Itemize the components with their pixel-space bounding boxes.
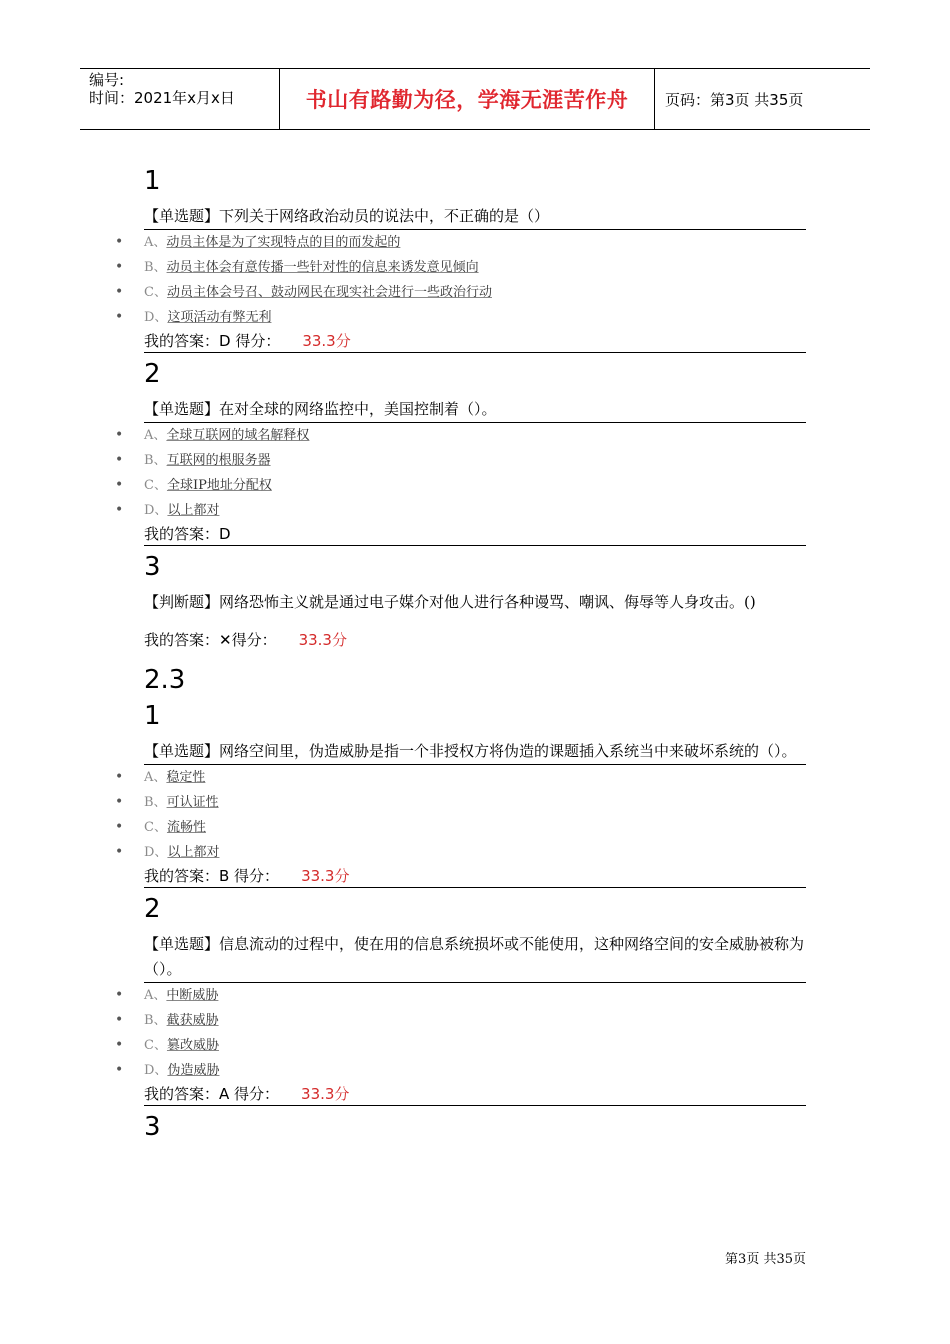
question-text: 【单选题】信息流动的过程中，使在用的信息系统损坏或不能使用，这种网络空间的安全威胁被称为（）。 — [144, 932, 806, 983]
option-letter: A、 — [144, 428, 167, 443]
bullet-icon: • — [115, 502, 124, 518]
answer-text: 我的答案：D — [144, 525, 231, 543]
answer-text: 我的答案：B 得分： — [144, 867, 280, 885]
question-block — [115, 894, 806, 1106]
option-item[interactable] — [115, 280, 806, 305]
time-label: 时间：2021年x月x日 — [89, 89, 235, 107]
option-letter: A、 — [144, 988, 167, 1003]
option-text: 中断威胁 — [166, 988, 219, 1003]
option-list — [115, 423, 806, 523]
option-letter: D、 — [144, 310, 168, 325]
bullet-icon: • — [115, 1037, 124, 1053]
option-letter: D、 — [144, 1063, 168, 1078]
option-letter: C、 — [144, 285, 167, 300]
bullet-icon: • — [115, 844, 124, 860]
question-block — [115, 359, 806, 546]
serial-label: 编号: — [89, 71, 125, 89]
score-value: 33.3分 — [302, 332, 351, 350]
answer-line — [144, 865, 806, 888]
bullet-icon: • — [115, 452, 124, 468]
option-list — [115, 983, 806, 1083]
option-letter: A、 — [144, 770, 167, 785]
quiz-content — [115, 160, 806, 1150]
question-text: 【单选题】网络空间里，伪造威胁是指一个非授权方将伪造的课题插入系统当中来破坏系统的（）。 — [144, 739, 806, 765]
question-number: 3 — [144, 552, 161, 582]
question-block — [115, 701, 806, 888]
answer-text: 我的答案：✕得分： — [144, 631, 277, 649]
header-motto: 书山有路勤为径，学海无涯苦作舟 — [280, 69, 655, 129]
option-text: 全球IP地址分配权 — [166, 478, 272, 493]
option-letter: D、 — [144, 845, 168, 860]
option-item[interactable] — [115, 473, 806, 498]
option-letter: B、 — [144, 1013, 167, 1028]
question-text: 【单选题】在对全球的网络监控中，美国控制着（）。 — [144, 397, 806, 423]
option-text: 动员主体是为了实现特点的目的而发起的 — [166, 235, 401, 250]
bullet-icon: • — [115, 794, 124, 810]
score-value: 33.3分 — [301, 867, 350, 885]
option-item[interactable] — [115, 423, 806, 448]
option-item[interactable] — [115, 305, 806, 330]
page-footer: 第3页 共35页 — [725, 1252, 806, 1267]
option-text: 可认证性 — [166, 795, 219, 810]
option-letter: C、 — [144, 820, 167, 835]
option-text: 动员主体会有意传播一些针对性的信息来诱发意见倾向 — [166, 260, 479, 275]
option-text: 以上都对 — [167, 845, 220, 860]
option-item[interactable] — [115, 840, 806, 865]
score-value: 33.3分 — [301, 1085, 350, 1103]
option-item[interactable] — [115, 448, 806, 473]
option-item[interactable] — [115, 790, 806, 815]
question-number: 1 — [144, 166, 161, 196]
bullet-icon: • — [115, 234, 124, 250]
option-text: 动员主体会号召、鼓动网民在现实社会进行一些政治行动 — [166, 285, 492, 300]
question-number: 2 — [144, 894, 161, 924]
option-item[interactable] — [115, 815, 806, 840]
option-letter: B、 — [144, 453, 167, 468]
option-item[interactable] — [115, 1008, 806, 1033]
question-number: 1 — [144, 701, 161, 731]
option-list — [115, 230, 806, 330]
option-item[interactable] — [115, 765, 806, 790]
bullet-icon: • — [115, 309, 124, 325]
option-item[interactable] — [115, 498, 806, 523]
question-block — [144, 1112, 806, 1146]
option-letter: B、 — [144, 795, 167, 810]
option-item[interactable] — [115, 1058, 806, 1083]
option-text: 截获威胁 — [166, 1013, 219, 1028]
option-text: 稳定性 — [166, 770, 206, 785]
option-text: 以上都对 — [167, 503, 220, 518]
bullet-icon: • — [115, 1012, 124, 1028]
section-title: 2.3 — [144, 665, 186, 695]
option-text: 流畅性 — [166, 820, 206, 835]
option-item[interactable] — [115, 255, 806, 280]
bullet-icon: • — [115, 477, 124, 493]
option-item[interactable] — [115, 1033, 806, 1058]
answer-line — [144, 1083, 806, 1106]
option-letter: D、 — [144, 503, 168, 518]
bullet-icon: • — [115, 259, 124, 275]
header-page-info: 页码：第3页 共35页 — [665, 90, 804, 109]
answer-line — [144, 523, 806, 546]
option-text: 全球互联网的域名解释权 — [166, 428, 310, 443]
score-value: 33.3分 — [298, 631, 347, 649]
option-letter: B、 — [144, 260, 167, 275]
option-text: 这项活动有弊无利 — [167, 310, 272, 325]
header-table — [80, 68, 870, 130]
bullet-icon: • — [115, 819, 124, 835]
option-text: 互联网的根服务器 — [166, 453, 271, 468]
question-number: 2 — [144, 359, 161, 389]
answer-line — [144, 629, 806, 651]
question-block — [115, 166, 806, 353]
bullet-icon: • — [115, 769, 124, 785]
option-letter: C、 — [144, 1038, 167, 1053]
bullet-icon: • — [115, 284, 124, 300]
option-letter: C、 — [144, 478, 167, 493]
option-letter: A、 — [144, 235, 167, 250]
option-item[interactable] — [115, 983, 806, 1008]
question-text: 【判断题】网络恐怖主义就是通过电子媒介对他人进行各种谩骂、嘲讽、侮辱等人身攻击。() — [144, 593, 756, 611]
answer-line — [144, 330, 806, 353]
bullet-icon: • — [115, 1062, 124, 1078]
question-block — [144, 552, 806, 651]
bullet-icon: • — [115, 987, 124, 1003]
option-item[interactable] — [115, 230, 806, 255]
option-text: 伪造威胁 — [167, 1063, 220, 1078]
answer-text: 我的答案：A 得分： — [144, 1085, 280, 1103]
answer-text: 我的答案：D 得分： — [144, 332, 281, 350]
question-text: 【单选题】下列关于网络政治动员的说法中，不正确的是（） — [144, 204, 806, 230]
header-meta — [80, 69, 280, 129]
bullet-icon: • — [115, 427, 124, 443]
option-text: 篡改威胁 — [166, 1038, 219, 1053]
question-number: 3 — [144, 1112, 161, 1142]
option-list — [115, 765, 806, 865]
